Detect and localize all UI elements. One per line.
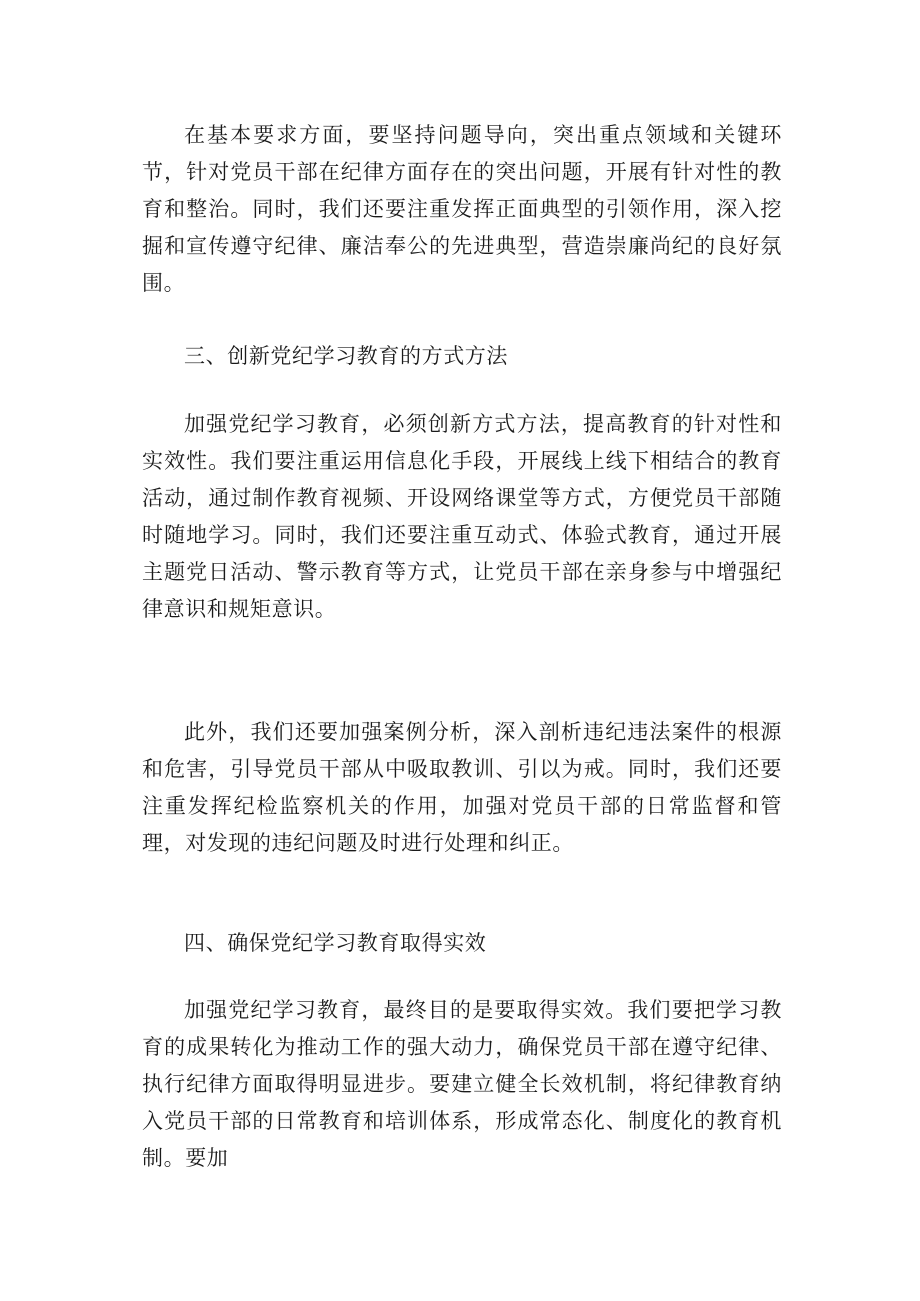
paragraph-case-analysis: 此外，我们还要加强案例分析，深入剖析违纪违法案件的根源和危害，引导党员干部从中吸取教训、引以为戒。同时，我们还要注重发挥纪检监察机关的作用，加强对党员干部的日常监督和管理，对发现的违纪问题及时进行处理和纠正。 xyxy=(142,720,782,855)
paragraph-innovate-methods: 加强党纪学习教育，必须创新方式方法，提高教育的针对性和实效性。我们要注重运用信息化手段，开展线上线下相结合的教育活动，通过制作教育视频、开设网络课堂等方式，方便党员干部随时随地学习。同时，我们还要注重互动式、体验式教育，通过开展主题党日活动、警示教育等方式，让党员干部在亲身参与中增强纪律意识和规矩意识。 xyxy=(142,412,782,621)
paragraph-basic-requirements: 在基本要求方面，要坚持问题导向，突出重点领域和关键环节，针对党员干部在纪律方面存在的突出问题，开展有针对性的教育和整治。同时，我们还要注重发挥正面典型的引领作用，深入挖掘和宣传遵守纪律、廉洁奉公的先进典型，营造崇廉尚纪的良好氛围。 xyxy=(142,123,782,295)
section-heading-4: 四、确保党纪学习教育取得实效 xyxy=(184,931,487,955)
paragraph-ensure-results: 加强党纪学习教育，最终目的是要取得实效。我们要把学习教育的成果转化为推动工作的强大动力，确保党员干部在遵守纪律、执行纪律方面取得明显进步。要建立健全长效机制，将纪律教育纳入党员干部的日常教育和培训体系，形成常态化、制度化的教育机制。要加 xyxy=(142,998,782,1170)
section-heading-3: 三、创新党纪学习教育的方式方法 xyxy=(184,344,508,368)
